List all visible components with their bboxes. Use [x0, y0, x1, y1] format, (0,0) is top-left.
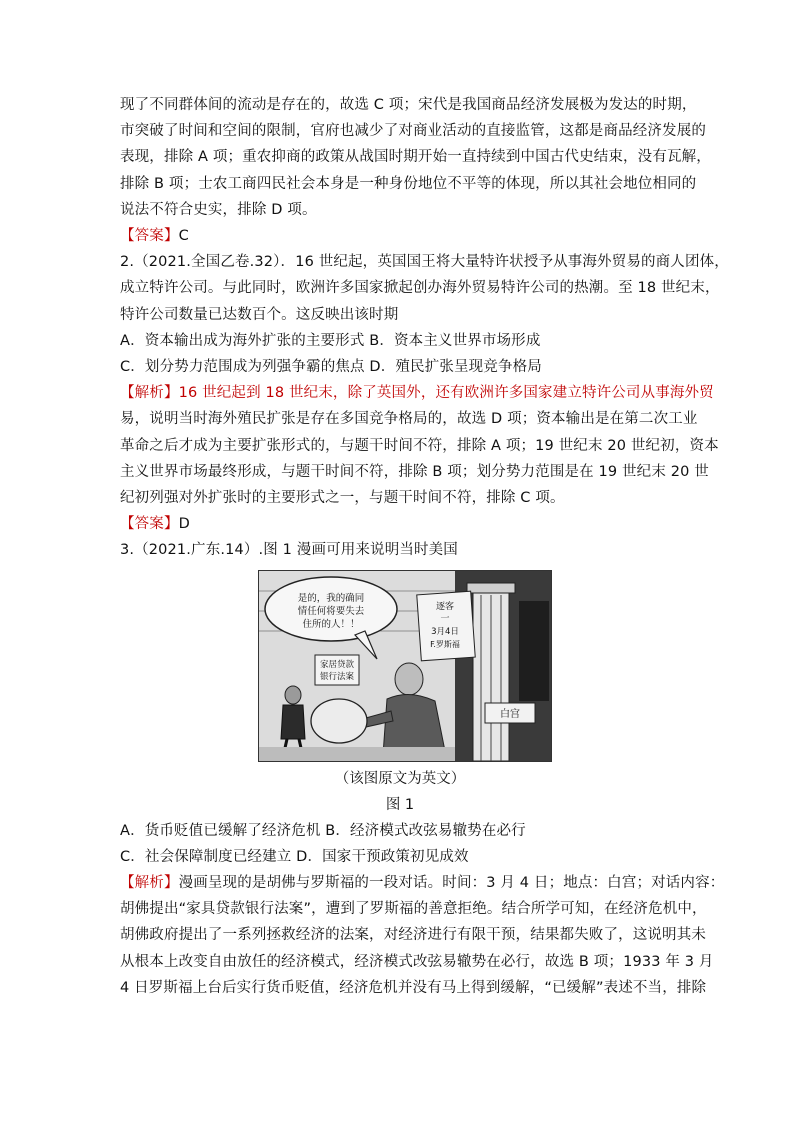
analysis-line: 革命之后才成为主要扩张形式的，与题干时间不符，排除 A 项；19 世纪末 20 世纪初，资本	[120, 437, 719, 454]
option-line: A．货币贬值已缓解了经济危机 B．经济模式改弦易辙势在必行	[120, 822, 526, 839]
question-stem-line: 成立特许公司。与此同时，欧洲许多国家掀起创办海外贸易特许公司的热潮。至 18 世纪末，	[120, 280, 720, 297]
cartoon-illustration	[259, 571, 551, 761]
answer-line	[120, 223, 680, 249]
analysis-text: 16 世纪起到 18 世纪末，除了英国外，还有欧洲许多国家建立特许公司从事海外贸	[178, 385, 714, 402]
document-page	[120, 92, 729, 1001]
q1-analysis-continued	[120, 92, 711, 249]
answer-value: D	[178, 516, 190, 533]
sign-line: 逐客	[435, 601, 455, 612]
option-line: C．划分势力范围成为列强争霸的焦点 D．殖民扩张呈现竞争格局	[120, 359, 542, 376]
analysis-line: 易，说明当时海外殖民扩张是存在多国竞争格局的，故选 D 项；资本输出是在第二次工业	[120, 411, 698, 428]
analysis-line: 纪初列强对外扩张时的主要形式之一，与题干时间不符，排除 C 项。	[120, 490, 565, 507]
text-line: 市突破了时间和空间的限制，官府也减少了对商业活动的直接监管，这都是商品经济发展的	[120, 123, 706, 140]
answer-label: 【答案】	[120, 516, 179, 533]
sign-line: 3月4日	[431, 626, 459, 637]
question-stem-line: 特许公司数量已达数百个。这反映出该时期	[120, 306, 399, 323]
option-line: C．社会保障制度已经建立 D．国家干预政策初见成效	[120, 848, 469, 865]
analysis-line: 主义世界市场最终形成，与题干时间不符，排除 B 项；划分势力范围是在 19 世纪末 20 世	[120, 463, 709, 480]
analysis-label: 【解析】	[120, 875, 179, 892]
question-stem-line: 2.（2021.全国乙卷.32）．16 世纪起，英国国王将大量特许状授予从事海外贸易的商人团体，	[120, 254, 729, 271]
cartoon-figure	[120, 570, 680, 766]
analysis-line	[120, 870, 725, 896]
option-line: A．资本输出成为海外扩张的主要形式 B．资本主义世界市场形成	[120, 332, 541, 349]
figure-caption: （该图原文为英文）	[334, 770, 466, 787]
bill-label-line: 家居贷款	[319, 659, 355, 670]
figure-label: 图 1	[385, 796, 415, 813]
bubble-line: 住所的人！！	[302, 618, 360, 630]
analysis-line	[120, 380, 714, 406]
sign-line: 一	[440, 613, 450, 624]
question-2	[120, 249, 729, 537]
sign-line: F.罗斯福	[430, 639, 460, 649]
text-line: 现了不同群体间的流动是存在的，故选 C 项；宋代是我国商品经济发展极为发达的时期，	[120, 97, 697, 113]
white-house-label: 白宫	[500, 708, 520, 720]
question-3	[120, 537, 725, 1001]
analysis-text: 漫画呈现的是胡佛与罗斯福的一段对话。时间：3 月 4 日；地点：白宫；对话内容：	[178, 875, 725, 892]
bill-label-line: 银行法案	[319, 671, 355, 682]
analysis-line: 从根本上改变自由放任的经济模式，经济模式改弦易辙势在必行，故选 B 项；1933 年 3 月	[120, 953, 714, 970]
text-line: 排除 B 项；士农工商四民社会本身是一种身份地位不平等的体现，所以其社会地位相同的	[120, 175, 697, 192]
answer-value: C	[178, 228, 189, 245]
text-line: 表现，排除 A 项；重农抑商的政策从战国时期开始一直持续到中国古代史结束，没有瓦解，	[120, 149, 711, 166]
question-stem-line: 3.（2021.广东.14）.图 1 漫画可用来说明当时美国	[120, 542, 458, 559]
bubble-line: 是的，我的确同	[297, 592, 365, 604]
answer-label: 【答案】	[120, 228, 179, 245]
text-line: 说法不符合史实，排除 D 项。	[120, 201, 317, 218]
cartoon-image	[258, 570, 552, 762]
bubble-line: 情任何将要失去	[297, 605, 365, 617]
analysis-line: 胡佛政府提出了一系列拯救经济的法案，对经济进行有限干预，结果都失败了，这说明其未	[120, 927, 706, 944]
analysis-line: 4 日罗斯福上台后实行货币贬值，经济危机并没有马上得到缓解，“已缓解”表述不当，排除	[120, 979, 707, 996]
analysis-line: 胡佛提出“家具贷款银行法案”，遭到了罗斯福的善意拒绝。结合所学可知，在经济危机中，	[120, 901, 707, 918]
analysis-label: 【解析】	[120, 385, 179, 402]
answer-line	[120, 511, 680, 537]
